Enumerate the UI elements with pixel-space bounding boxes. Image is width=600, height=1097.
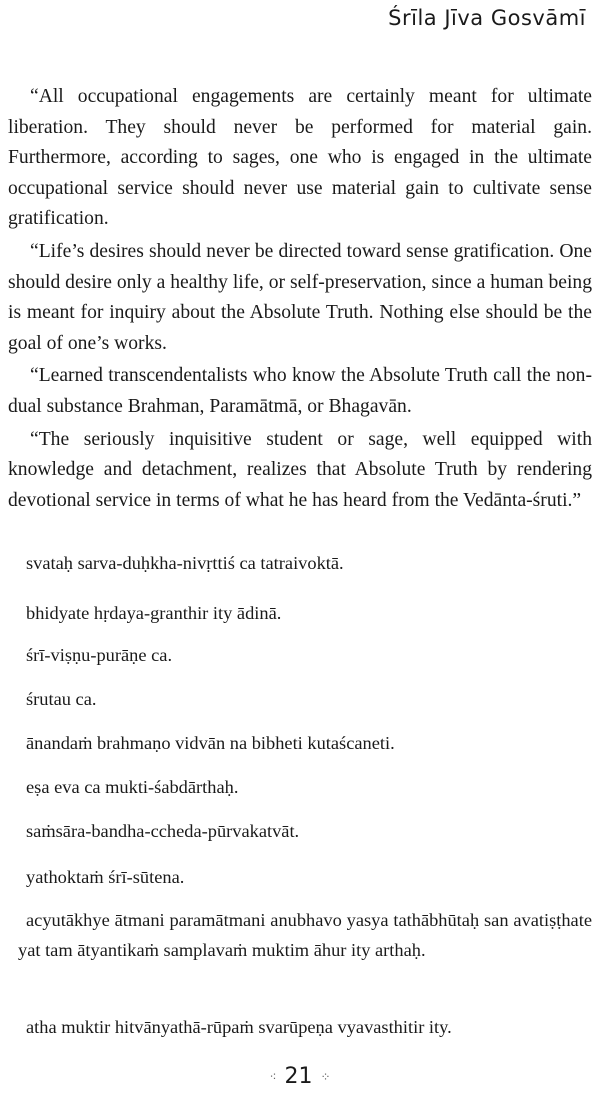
- sanskrit-line: śrutau ca.: [26, 689, 97, 709]
- sanskrit-line: śrī-viṣṇu-purāṇe ca.: [26, 645, 173, 665]
- sanskrit-line: yathoktaṁ śrī-sūtena.: [26, 867, 185, 887]
- sanskrit-line: atha muktir hitvānyathā-rūpaṁ svarūpeṇa vyavasthitir ity.: [26, 1017, 452, 1037]
- page-number: [0, 1064, 600, 1089]
- paragraph: “Life’s desires should never be directed toward sense gratification. One should desire only a healthy life, or self-preservation, since a human being is meant for inquiry about the Absolute Truth. Nothing else should be the goal of one’s works.: [8, 240, 592, 354]
- sanskrit-line: eṣa eva ca mukti-śabdārthaḥ.: [26, 777, 239, 797]
- paragraph: “All occupational engagements are certainly meant for ultimate liberation. They should never be performed for material gain. Furthermore, according to sages, one who is engaged in the ultimate occupational service should never use material gain to cultivate sense gratification.: [8, 86, 592, 230]
- translation-text: [8, 82, 592, 518]
- ornament-right-icon: ⁘: [320, 1070, 331, 1084]
- sanskrit-line: bhidyate hṛdaya-granthir ity ādinā.: [26, 603, 282, 623]
- paragraph: “Learned transcendentalists who know the Absolute Truth call the non-dual substance Brahman, Paramātmā, or Bhagavān.: [8, 365, 592, 417]
- sanskrit-line: svataḥ sarva-duḥkha-nivṛttiś ca tatraivoktā.: [26, 553, 344, 573]
- sanskrit-line: ānandaṁ brahmaṇo vidvān na bibheti kutaścaneti.: [26, 733, 395, 753]
- sanskrit-line: saṁsāra-bandha-ccheda-pūrvakatvāt.: [26, 821, 300, 841]
- paragraph: “The seriously inquisitive student or sage, well equipped with knowledge and detachment, realizes that Absolute Truth by rendering devotional service in terms of what he has heard from the Vedānta-śruti.”: [8, 428, 592, 511]
- page-number-value: 21: [284, 1064, 313, 1089]
- running-head: Śrīla Jīva Gosvāmī: [388, 6, 586, 30]
- sanskrit-paragraph: acyutākhye ātmani paramātmani anubhavo yasya tathābhūtaḥ san avatiṣṭhate yat tam ātyantikaṁ samplavaṁ muktim āhur ity arthaḥ.: [18, 910, 592, 960]
- ornament-left-icon: ⁖: [269, 1070, 277, 1084]
